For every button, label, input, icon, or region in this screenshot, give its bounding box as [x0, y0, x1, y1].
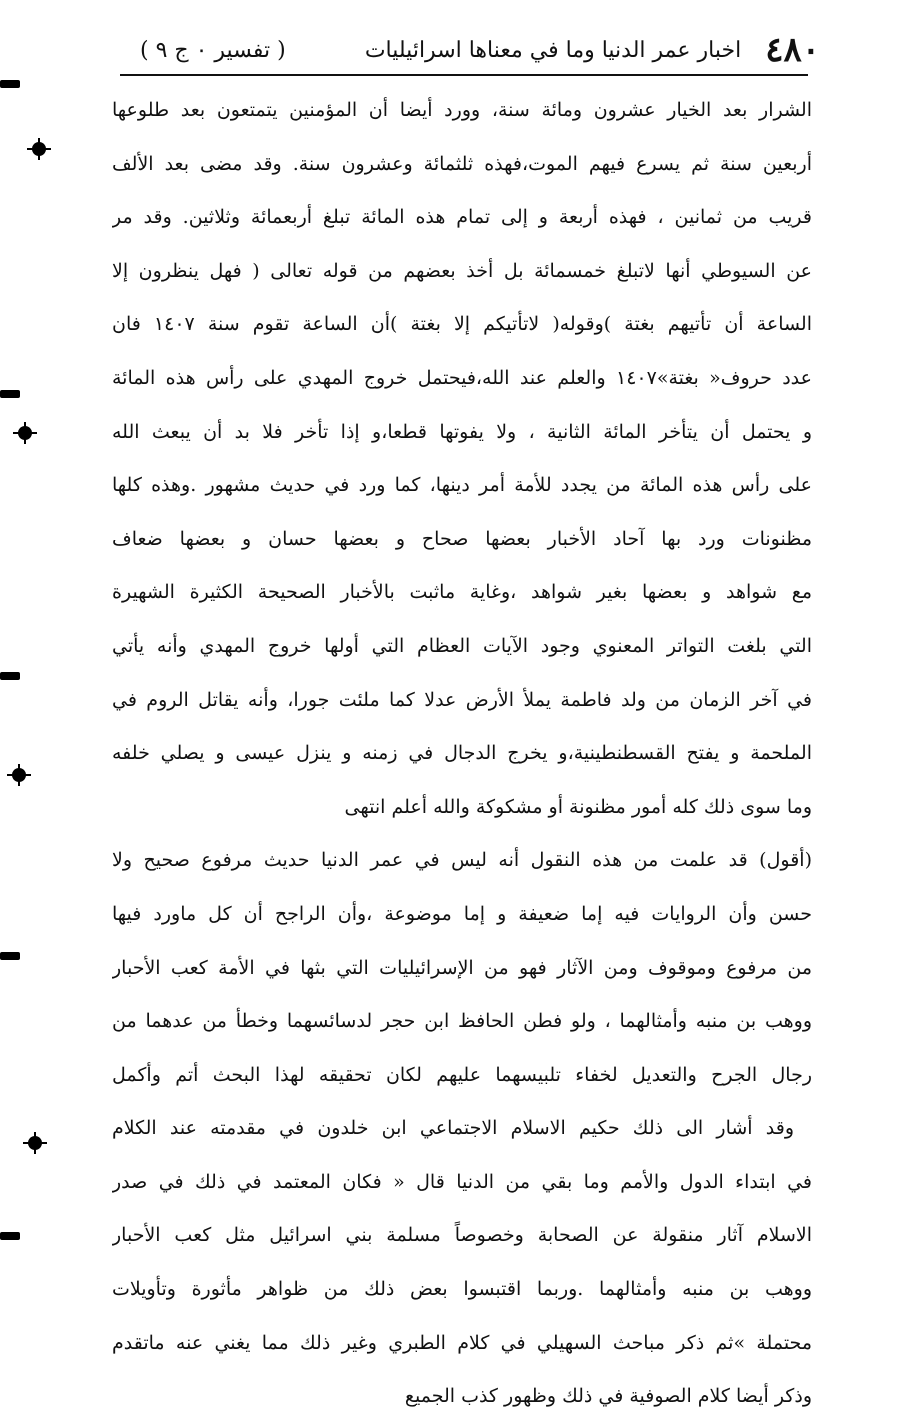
text-line: التي بلغت التواتر المعنوي وجود الآيات العظام التي أولها خروج المهدي وأنه يأتي [112, 634, 812, 657]
binding-blot [12, 768, 26, 782]
text-line: مظنونات ورد بها آحاد الأخبار بعضها صحاح و بعضها حسان و بعضها ضعاف [112, 527, 812, 550]
text-line: وذكر أيضا كلام الصوفية في ذلك وظهور كذب الجميع [404, 1385, 812, 1408]
text-line: عن السيوطي أنها لاتبلغ خمسمائة بل أخذ بعضهم من قوله تعالى ( فهل ينظرون إلا [112, 259, 812, 282]
body-text [112, 84, 812, 1424]
binding-blot [18, 426, 32, 440]
binding-mark [0, 952, 20, 960]
running-title: اخبار عمر الدنيا وما في معناها اسرائيليات [364, 37, 742, 63]
text-line: محتملة »ثم ذكر مباحث السهيلي في كلام الطبري وغير ذلك مما يغني عنه ماتقدم [112, 1331, 812, 1354]
header-rule [120, 74, 808, 76]
binding-mark [0, 672, 20, 680]
text-line: وقد أشار الى ذلك حكيم الاسلام الاجتماعي ابن خلدون في مقدمته عند الكلام [112, 1117, 794, 1140]
text-line: وما سوى ذلك كله أمور مظنونة أو مشكوكة والله أعلم انتهى [344, 795, 812, 818]
text-line: على رأس هذه المائة من يجدد للأمة أمر دينها، كما ورد في حديث مشهور .وهذه كلها [112, 474, 812, 497]
binding-blot [28, 1136, 42, 1150]
text-line: من مرفوع وموقوف ومن الآثار فهو من الإسرائيليات التي بثها في الأمة كعب الأحبار [112, 956, 812, 979]
binding-mark [0, 1232, 20, 1240]
text-line: عدد حروف« بغتة»١٤٠٧ والعلم عند الله،فيحتمل خروج المهدي على رأس هذه المائة [112, 366, 812, 389]
binding-mark [0, 80, 20, 88]
text-line: في ابتداء الدول والأمم وما بقي من الدنيا قال « فكان المعتمد في ذلك في صدر [112, 1170, 812, 1193]
text-line: قريب من ثمانين ، فهذه أربعة و إلى تمام هذه المائة تبلغ أربعمائة وثلاثين. وقد مر [112, 206, 812, 229]
text-line: الساعة أن تأتيهم بغتة )وقوله( لاتأتيكم إلا بغتة )أن الساعة تقوم سنة ١٤٠٧ فان [112, 313, 812, 336]
binding-blot [32, 142, 46, 156]
text-line: و يحتمل أن يتأخر المائة الثانية ، ولا يفوتها قطعا،و إذا تأخر فلا بد أن يبعث الله [112, 420, 812, 443]
text-line: ووهب بن منبه وأمثالهما ، ولو فطن الحافظ ابن حجر لدسائسهما وخطأ من عدهما من [112, 1010, 812, 1033]
binding-mark [0, 390, 20, 398]
text-line: ووهب بن منبه وأمثالهما .وربما اقتبسوا بعض ذلك من ظواهر مأثورة وتأويلات [112, 1278, 812, 1301]
text-line: حسن وأن الروايات فيه إما ضعيفة و إما موضوعة ،وأن الراجح أن كل ماورد فيها [112, 902, 812, 925]
text-line: مع شواهد و بعضها بغير شواهد ،وغاية ماثبت بالأخبار الصحيحة الكثيرة الشهيرة [112, 581, 812, 604]
text-line: الشرار بعد الخيار عشرون ومائة سنة، وورد أيضا أن المؤمنين يتمتعون بعد طلوعها [112, 99, 812, 121]
page-header [140, 30, 820, 70]
text-line: الاسلام آثار منقولة عن الصحابة وخصوصاً مسلمة بني اسرائيل مثل كعب الأحبار [112, 1224, 812, 1247]
text-line: (أقول) قد علمت من هذه النقول أنه ليس في عمر الدنيا حديث مرفوع صحيح ولا [112, 849, 812, 872]
text-line: الملحمة و يفتح القسطنطينية،و يخرج الدجال في زمنه و ينزل عيسى و يصلي خلفه [112, 742, 812, 765]
text-line: في آخر الزمان من ولد فاطمة يملأ الأرض عدلا كما ملئت جورا، وأنه يقاتل الروم في [112, 688, 812, 711]
text-line: أربعين سنة ثم يسرع فيهم الموت،فهذه ثلثمائة وعشرون سنة. وقد مضى بعد الألف [112, 152, 812, 175]
series-note: ( تفسير ٠ ج ٩ ) [140, 37, 286, 63]
page-number: ٤٨٠ [765, 30, 820, 70]
text-line: رجال الجرح والتعديل لخفاء تلبيسهما عليهم لكان تحقيقه لهذا البحث أتم وأكمل [112, 1063, 812, 1086]
